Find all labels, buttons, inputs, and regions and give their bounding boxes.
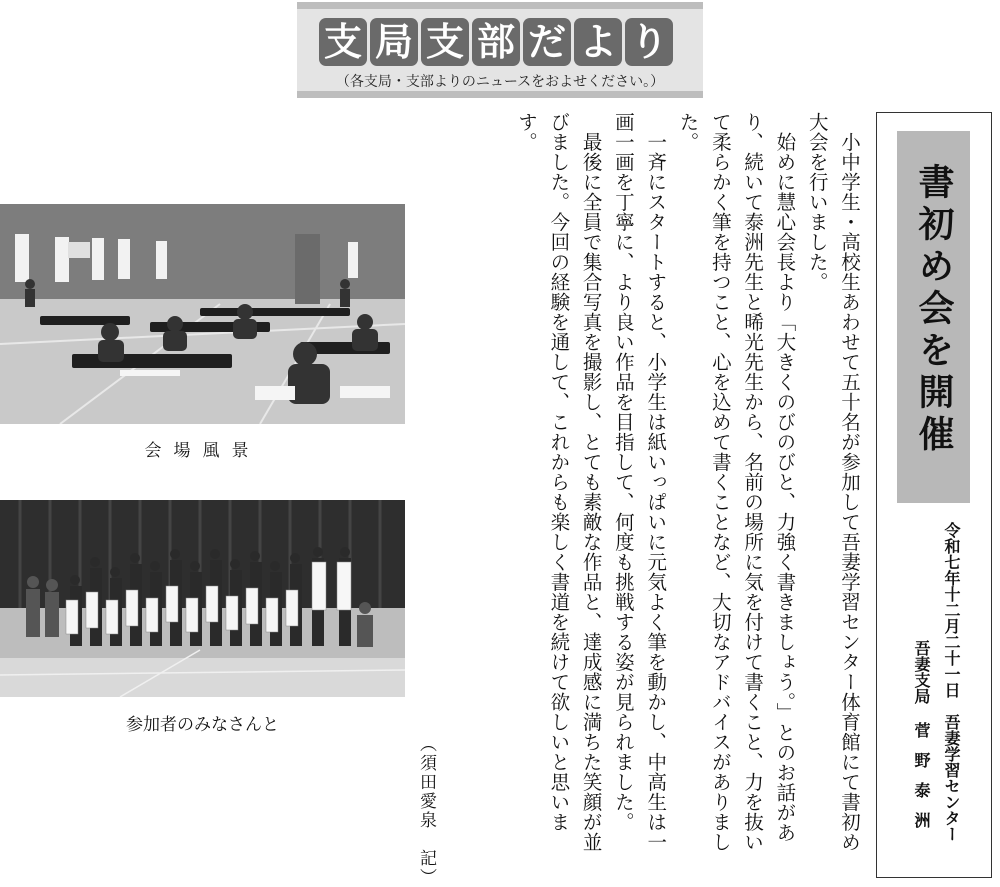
masthead-title-char: だ [523,18,571,66]
masthead [297,2,703,98]
masthead-title-char: 局 [370,18,418,66]
group-photo-image [0,500,405,697]
masthead-subtitle: （各支局・支部よりのニュースをおよせください。） [335,74,665,90]
masthead-top-bar [297,2,703,9]
venue-photo [0,204,405,424]
byline-name: 菅野泰洲 [912,722,931,842]
masthead-title-char: 部 [472,18,520,66]
masthead-title-char: り [625,18,673,66]
article-paragraph: 最後に全員で集合写真を撮影し、とても素敵な作品と、達成感に満ちた笑顔が並びました。今回の経験を通して、これからも楽しく書道を続けて欲しいと思います。 [515,112,603,852]
masthead-title [319,18,673,66]
group-photo [0,500,405,697]
headline-title: 書初め会を開催 [913,163,955,457]
masthead-bottom-bar [297,91,703,98]
article-paragraph: 始めに慧心会長より「大きくのびのびと、力強く書きましょう。」とのお話があり、続いて泰洲先生と晞光先生から、名前の場所に気を付けて書くこと、力を抜いて柔らかく筆を持つこと、心を込めて書くことなど、大切なアドバイスがありました。 [676,112,797,852]
group-photo-caption: 参加者のみなさんと [126,715,279,735]
article-body [455,112,865,857]
headline-box [876,112,992,878]
article-paragraph: 小中学生・高校生あわせて五十名が参加して吾妻学習センター体育館にて書初め大会を行いました。 [805,112,861,852]
masthead-title-char: 支 [421,18,469,66]
masthead-title-char: 支 [319,18,367,66]
article-paragraph: 一斉にスタートすると、小学生は紙いっぱいに元気よく筆を動かし、中高生は一画一画を丁寧に、より良い作品を目指して、何度も挑戦する姿が見られました。 [611,112,668,852]
byline-date-location: 令和七年十二月二十一日 吾妻学習センター [942,522,961,842]
venue-photo-caption: 会場風景 [144,441,261,461]
venue-photo-image [0,204,405,424]
byline-branch: 吾妻支局 [912,640,931,704]
article-credit: （須田愛泉 記） [416,735,436,887]
byline-author [910,640,932,842]
masthead-title-char: よ [574,18,622,66]
